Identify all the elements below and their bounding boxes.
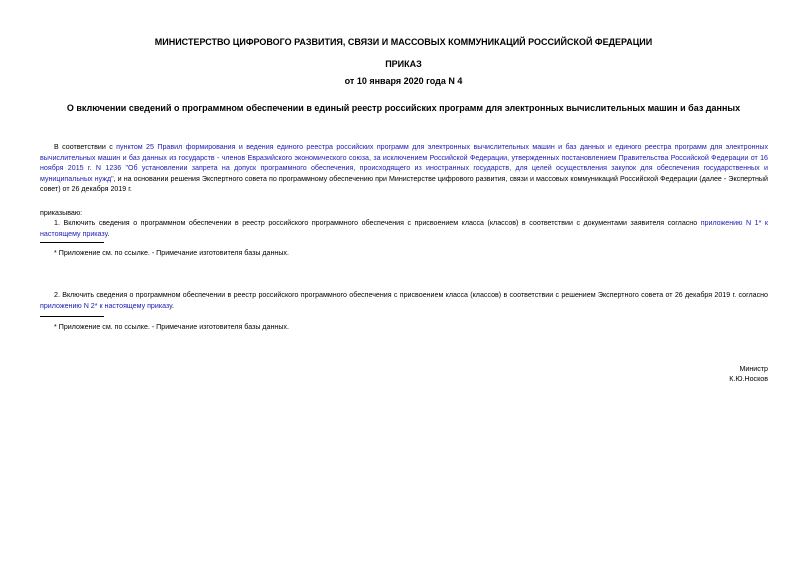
appendix-2-link[interactable]: приложению N 2* к настоящему приказу bbox=[40, 301, 172, 310]
signatory-name: К.Ю.Носков bbox=[729, 375, 768, 383]
appendix-1-link[interactable]: приложению N 1* к настоящему приказу bbox=[40, 219, 768, 238]
order-item-1-text: 1. Включить сведения о программном обеспечении в реестр российского программного обеспечения с присвоением класса (классов) в соответствии с документами заявителя согласно bbox=[54, 219, 701, 227]
order-item-2-end: . bbox=[171, 301, 174, 310]
footnote-divider-2 bbox=[40, 316, 104, 317]
document-title: О включении сведений о программном обеспечении в единый реестр российских программ для электронных вычислительных машин и баз данных bbox=[66, 103, 741, 113]
rules-link[interactable]: пунктом 25 Правил формирования и ведения единого реестра российских программ для электронных вычислительных машин и баз данных и единого реестра программ для электронных вычислительных машин и баз данных из государств - членов Евразийского экономического союза, за исключением Российской Федерации, утвержденных постановлением Правительства Российской Федерации от 16 ноября 2015 г. N 1236 "Об установлении запрета на допуск программного обеспечения, происходящего из иностранных государств, для целей осуществления закупок для обеспечения государственных и муниципальных нужд" bbox=[40, 143, 768, 183]
footnote-1: * Приложение см. по ссылке. - Примечание изготовителя базы данных. bbox=[54, 249, 289, 257]
signatory-position: Министр bbox=[739, 365, 768, 373]
preamble-paragraph bbox=[40, 142, 768, 195]
preamble-text-start: В соответствии с bbox=[54, 143, 117, 151]
order-item-1-end: . bbox=[107, 229, 110, 238]
order-item-2 bbox=[40, 290, 768, 311]
preamble-text-end: , и на основании решения Экспертного совета по программному обеспечению при Министерстве цифрового развития, связи и массовых коммуникаций Российской Федерации (далее - Экспертный совет) от 26 декабря 2019 г. bbox=[40, 174, 768, 194]
orders-label: приказываю: bbox=[40, 209, 83, 217]
footnote-divider-1 bbox=[40, 242, 104, 243]
order-item-2-text: 2. Включить сведения о программном обеспечении в реестр российского программного обеспечения с присвоением класса (классов) в соответствии с решением Экспертного совета от 26 декабря 2019 г. согласно bbox=[54, 291, 768, 299]
order-item-1 bbox=[40, 218, 768, 239]
ministry-name: МИНИСТЕРСТВО ЦИФРОВОГО РАЗВИТИЯ, СВЯЗИ И МАССОВЫХ КОММУНИКАЦИЙ РОССИЙСКОЙ ФЕДЕРАЦИИ bbox=[154, 37, 653, 47]
document-date: от 10 января 2020 года N 4 bbox=[344, 76, 463, 86]
document-type: ПРИКАЗ bbox=[385, 59, 422, 69]
footnote-2: * Приложение см. по ссылке. - Примечание изготовителя базы данных. bbox=[54, 323, 289, 331]
